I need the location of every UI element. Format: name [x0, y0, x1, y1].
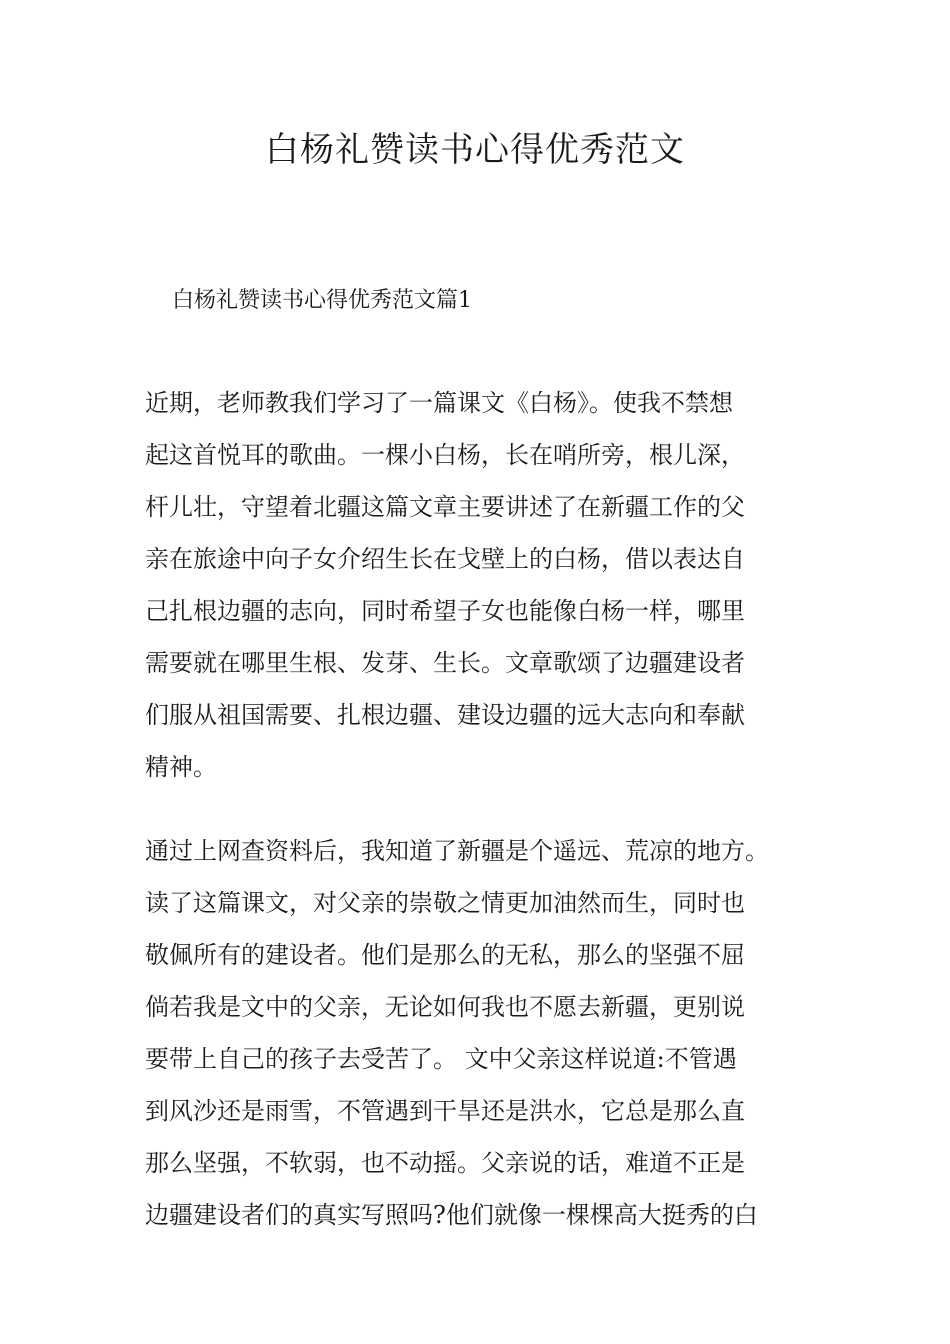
paragraph-line: 到风沙还是雨雪，不管遇到干旱还是洪水，它总是那么直: [145, 1097, 745, 1125]
paragraph-line: 读了这篇课文，对父亲的崇敬之情更加油然而生，同时也: [145, 889, 745, 917]
section-heading: 白杨礼赞读书心得优秀范文篇1: [172, 288, 472, 313]
paragraph-line: 杆儿壮，守望着北疆这篇文章主要讲述了在新疆工作的父: [145, 493, 745, 521]
paragraph-line: 己扎根边疆的志向，同时希望子女也能像白杨一样，哪里: [145, 597, 745, 625]
paragraph-1: [145, 377, 825, 793]
paragraph-line: 通过上网查资料后，我知道了新疆是个遥远、荒凉的地方。: [145, 837, 769, 865]
paragraph-line: 起这首悦耳的歌曲。一棵小白杨，长在哨所旁，根儿深，: [145, 441, 745, 469]
paragraph-line: 要带上自己的孩子去受苦了。 文中父亲这样说道:不管遇: [145, 1045, 737, 1073]
paragraph-line: 亲在旅途中向子女介绍生长在戈壁上的白杨，借以表达自: [145, 545, 745, 573]
paragraph-line: 倘若我是文中的父亲，无论如何我也不愿去新疆，更别说: [145, 993, 745, 1021]
paragraph-line: 们服从祖国需要、扎根边疆、建设边疆的远大志向和奉献: [145, 701, 745, 729]
paragraph-line: 近期，老师教我们学习了一篇课文《白杨》。使我不禁想: [145, 389, 733, 417]
paragraph-2: [145, 825, 825, 1241]
paragraph-line: 敬佩所有的建设者。他们是那么的无私，那么的坚强不屈: [145, 941, 745, 969]
paragraph-line: 需要就在哪里生根、发芽、生长。文章歌颂了边疆建设者: [145, 649, 745, 677]
document-title: 白杨礼赞读书心得优秀范文: [265, 130, 685, 170]
paragraph-line: 边疆建设者们的真实写照吗?他们就像一棵棵高大挺秀的白: [145, 1201, 758, 1229]
paragraph-line: 那么坚强，不软弱，也不动摇。父亲说的话，难道不正是: [145, 1149, 745, 1177]
paragraph-line: 精神。: [145, 753, 217, 781]
